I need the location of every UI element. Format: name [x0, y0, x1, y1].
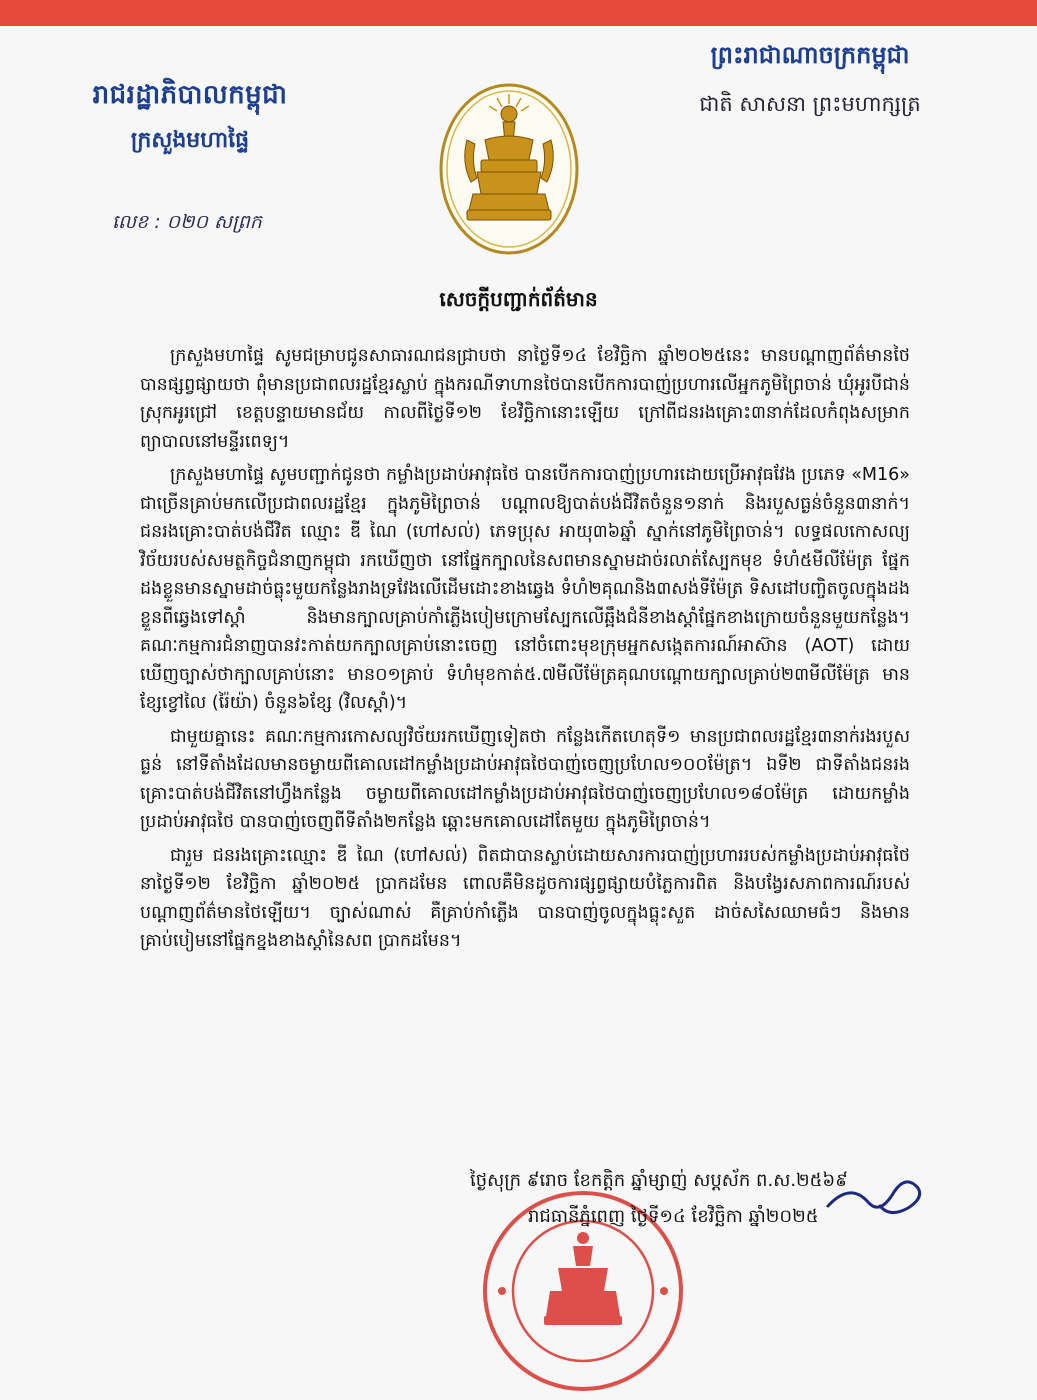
document-title: សេចក្តីបញ្ជាក់ព័ត៌មាន — [439, 287, 598, 311]
paragraph-4: ជារួម ជនរងគ្រោះឈ្មោះ ឌី ណៃ (ហៅសល់) ពិតជាបានស្លាប់ដោយសារការបាញ់ប្រហាររបស់កម្លាំងប្រដាប់អាវុធថៃ នាថ្ងៃទី១២ ខែវិច្ឆិកា ឆ្នាំ២០២៥ ប្រាកដមែន ពោលគឺមិនដូចការផ្សព្វផ្សាយបំភ្លៃការពិត និងបង្វែរសភាពការណ៍របស់បណ្តាញព័ត៌មានថៃឡើយ។ ច្បាស់ណាស់ គឺគ្រាប់កាំភ្លើង បានបាញ់ចូលក្នុងធ្លុះសួត ដាច់សសៃឈាមធំៗ និងមានគ្រាប់បៀមនៅផ្នែកខ្នងខាងស្តាំនៃសព ប្រាកដមែន។ — [140, 845, 910, 951]
kingdom-name: ព្រះរាជាណាចក្រកម្ពុជា — [710, 41, 910, 69]
solar-date: រាជធានីភ្នំពេញ ថ្ងៃទី១៤ ខែវិច្ឆិកា ឆ្នាំ២០២៥ — [528, 1206, 819, 1227]
paragraph-1: ក្រសួងមហាផ្ទៃ សូមជម្រាបជូនសាធារណជនជ្រាបថា នាថ្ងៃទី១៤ ខែវិច្ឆិកា ឆ្នាំ២០២៥នេះ មានបណ្តាញព័ត៌មានថៃ បានផ្សព្វផ្សាយថា ពុំមានប្រជាពលរដ្ឋខ្មែរស្លាប់ ក្នុងករណីទាហានថៃបានបើកការបាញ់ប្រហារលើអ្នកភូមិព្រៃចាន់ ឃុំអូរបីជាន់ ស្រុកអូរជ្រៅ ខេត្តបន្ទាយមានជ័យ កាលពីថ្ងៃទី១២ ខែវិច្ឆិកានោះឡើយ ក្រៅពីជនរងគ្រោះ៣នាក់ដែលកំពុងសម្រាកព្យាបាលនៅមន្ទីរពេទ្យ។ — [140, 346, 910, 452]
lunar-date: ថ្ងៃសុក្រ ៩រោច ខែកត្តិក ឆ្នាំម្សាញ់ សប្តស័ក ព.ស.២៥៦៩ — [470, 1170, 848, 1191]
document-page — [0, 26, 1037, 1400]
top-accent-bar — [0, 0, 1037, 26]
reference-number: លេខ : ០២០ សព្រក — [112, 211, 262, 233]
paragraph-2: ក្រសួងមហាផ្ទៃ សូមបញ្ជាក់ជូនថា កម្លាំងប្រដាប់អាវុធថៃ បានបើកការបាញ់ប្រហារដោយប្រើអាវុធវែង ប្រភេទ «M16» ជាច្រើនគ្រាប់មកលើប្រជាពលរដ្ឋខ្មែរ ក្នុងភូមិព្រៃចាន់ បណ្តាលឱ្យបាត់បង់ជីវិតចំនួន១នាក់ និងរបួសធ្ងន់ចំនួន៣នាក់។ ជនរងគ្រោះបាត់បង់ជីវិត ឈ្មោះ ឌី ណៃ (ហៅសល់) ភេទប្រុស អាយុ៣៦ឆ្នាំ ស្នាក់នៅភូមិព្រៃចាន់។ លទ្ធផលកោសល្យវិច័យរបស់សមត្ថកិច្ចជំនាញកម្ពុជា រកឃើញថា នៅផ្នែកក្បាលនៃសពមានស្នាមដាច់រលាត់ស្បែកមុខ ទំហំ៥មីលីម៉ែត្រ ផ្នែកដងខ្លួនមានស្នាមដាច់ធ្លុះមួយកន្លែងរាងទ្រវែងលើដើមដោះខាងឆ្វេង ទំហំ២គុណនិង៣សង់ទីម៉ែត្រ ទិសដៅបញ្ចិតចូលក្នុងដងខ្លួនពីឆ្វេងទៅស្តាំ និងមានក្បាលគ្រាប់កាំភ្លើងបៀមក្រោមស្បែកលើឆ្អឹងជំនីខាងស្តាំផ្នែកខាងក្រោយចំនួនមួយកន្លែង។ គណៈកម្មការជំនាញបានវះកាត់យកក្បាលគ្រាប់នោះចេញ នៅចំពោះមុខក្រុមអ្នកសង្កេតការណ៍អាស៊ាន (AOT) ដោយឃើញច្បាស់ថាក្បាលគ្រាប់នោះ មាន០១គ្រាប់ ទំហំមុខកាត់៥.៧មីលីម៉ែត្រគុណបណ្តោយក្បាលគ្រាប់២៣មីលីម៉ែត្រ មានខ្សែខ្វៅលៃ (រ៉ៃយ៉ា) ចំនួន៦ខ្សែ (វិលស្តាំ)។ — [140, 465, 910, 713]
government-name: រាជរដ្ឋាភិបាលកម្ពុជា — [92, 80, 288, 110]
ministry-name: ក្រសួងមហាផ្ទៃ — [130, 128, 250, 153]
header-left — [70, 78, 310, 158]
header-right — [660, 40, 960, 122]
paragraph-3: ជាមួយគ្នានេះ គណៈកម្មការកោសល្យវិច័យរកឃើញទៀតថា កន្លែងកើតហេតុទី១ មានប្រជាពលរដ្ឋខ្មែរ៣នាក់រងរបួសធ្ងន់ នៅទីតាំងដែលមានចម្ងាយពីគោលដៅកម្លាំងប្រដាប់អាវុធថៃបាញ់ចេញប្រហែល១០០ម៉ែត្រ។ ឯទី២ ជាទីតាំងជនរងគ្រោះបាត់បង់ជីវិតនៅហ្វឹងកន្លែង ចម្ងាយពីគោលដៅកម្លាំងប្រដាប់អាវុធថៃបាញ់ចេញប្រហែល១៨០ម៉ែត្រ ដោយកម្លាំងប្រដាប់អាវុធថៃ បានបាញ់ចេញពីទីតាំង២កន្លែង ឆ្ពោះមកគោលដៅតែមួយ ក្នុងភូមិព្រៃចាន់។ — [140, 726, 910, 832]
document-body — [140, 342, 910, 961]
national-motto: ជាតិ សាសនា ព្រះមហាក្សត្រ — [699, 92, 921, 116]
royal-emblem-icon — [437, 82, 582, 257]
signature-icon — [820, 1162, 930, 1232]
